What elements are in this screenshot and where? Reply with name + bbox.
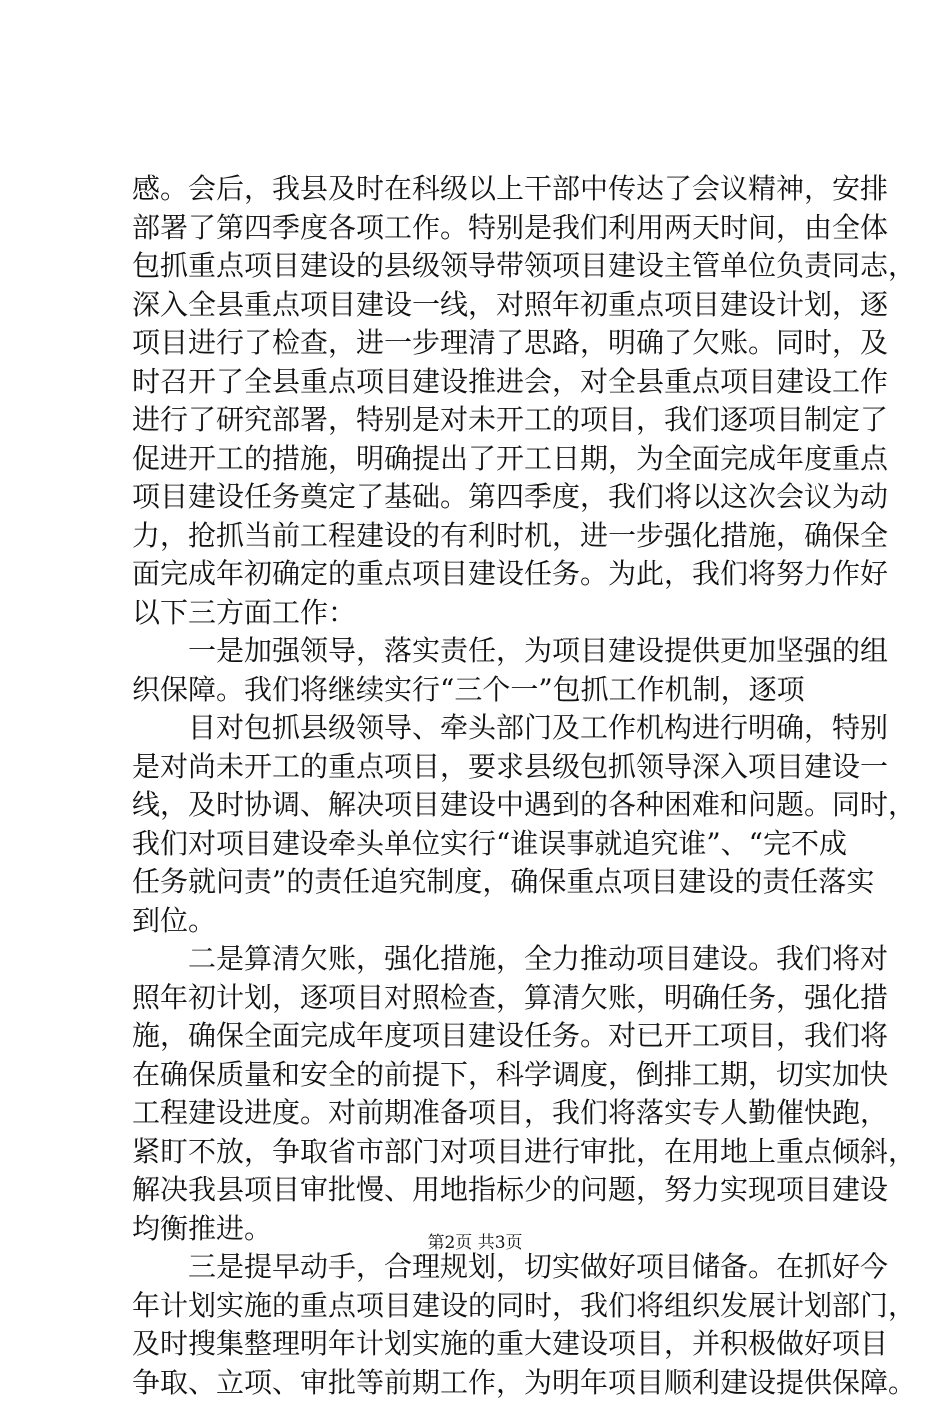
text-line: 年计划实施的重点项目建设的同时，我们将组织发展计划部门， [132, 1287, 832, 1326]
text-line: 项目建设任务奠定了基础。第四季度，我们将以这次会议为动 [132, 478, 832, 517]
text-line: 线，及时协调、解决项目建设中遇到的各种困难和问题。同时， [132, 786, 832, 825]
text-line: 是对尚未开工的重点项目，要求县级包抓领导深入项目建设一 [132, 748, 832, 787]
text-line: 时召开了全县重点项目建设推进会，对全县重点项目建设工作 [132, 363, 832, 402]
text-line: 三是提早动手，合理规划，切实做好项目储备。在抓好今 [132, 1248, 832, 1287]
text-line: 施，确保全面完成年度项目建设任务。对已开工项目，我们将 [132, 1017, 832, 1056]
text-line: 照年初计划，逐项目对照检查，算清欠账，明确任务，强化措 [132, 979, 832, 1018]
text-line: 均衡推进。 [132, 1210, 832, 1249]
text-line: 包抓重点项目建设的县级领导带领项目建设主管单位负责同志， [132, 247, 832, 286]
text-line: 织保障。我们将继续实行“三个一”包抓工作机制，逐项 [132, 671, 832, 710]
text-line: 争取、立项、审批等前期工作，为明年项目顺利建设提供保障。 [132, 1364, 832, 1402]
text-line: 力，抢抓当前工程建设的有利时机，进一步强化措施，确保全 [132, 517, 832, 556]
text-line: 工程建设进度。对前期准备项目，我们将落实专人勤催快跑， [132, 1094, 832, 1133]
text-line: 面完成年初确定的重点项目建设任务。为此，我们将努力作好 [132, 555, 832, 594]
text-line: 以下三方面工作： [132, 594, 832, 633]
text-line: 解决我县项目审批慢、用地指标少的问题，努力实现项目建设 [132, 1171, 832, 1210]
document-body [132, 170, 832, 1402]
text-line: 我们对项目建设牵头单位实行“谁误事就追究谁”、“完不成 [132, 825, 832, 864]
page-footer: 第2页 共3页 [0, 1232, 950, 1254]
text-line: 任务就问责”的责任追究制度，确保重点项目建设的责任落实 [132, 863, 832, 902]
text-line: 促进开工的措施，明确提出了开工日期，为全面完成年度重点 [132, 440, 832, 479]
text-line: 在确保质量和安全的前提下，科学调度，倒排工期，切实加快 [132, 1056, 832, 1095]
text-line: 及时搜集整理明年计划实施的重大建设项目，并积极做好项目 [132, 1325, 832, 1364]
text-line: 二是算清欠账，强化措施，全力推动项目建设。我们将对 [132, 940, 832, 979]
text-line: 项目进行了检查，进一步理清了思路，明确了欠账。同时，及 [132, 324, 832, 363]
text-line: 紧盯不放，争取省市部门对项目进行审批，在用地上重点倾斜， [132, 1133, 832, 1172]
text-line: 感。会后，我县及时在科级以上干部中传达了会议精神，安排 [132, 170, 832, 209]
text-line: 深入全县重点项目建设一线，对照年初重点项目建设计划，逐 [132, 286, 832, 325]
text-line: 部署了第四季度各项工作。特别是我们利用两天时间，由全体 [132, 209, 832, 248]
text-line: 一是加强领导，落实责任，为项目建设提供更加坚强的组 [132, 632, 832, 671]
text-line: 目对包抓县级领导、牵头部门及工作机构进行明确，特别 [132, 709, 832, 748]
text-line: 进行了研究部署，特别是对未开工的项目，我们逐项目制定了 [132, 401, 832, 440]
text-line: 到位。 [132, 902, 832, 941]
